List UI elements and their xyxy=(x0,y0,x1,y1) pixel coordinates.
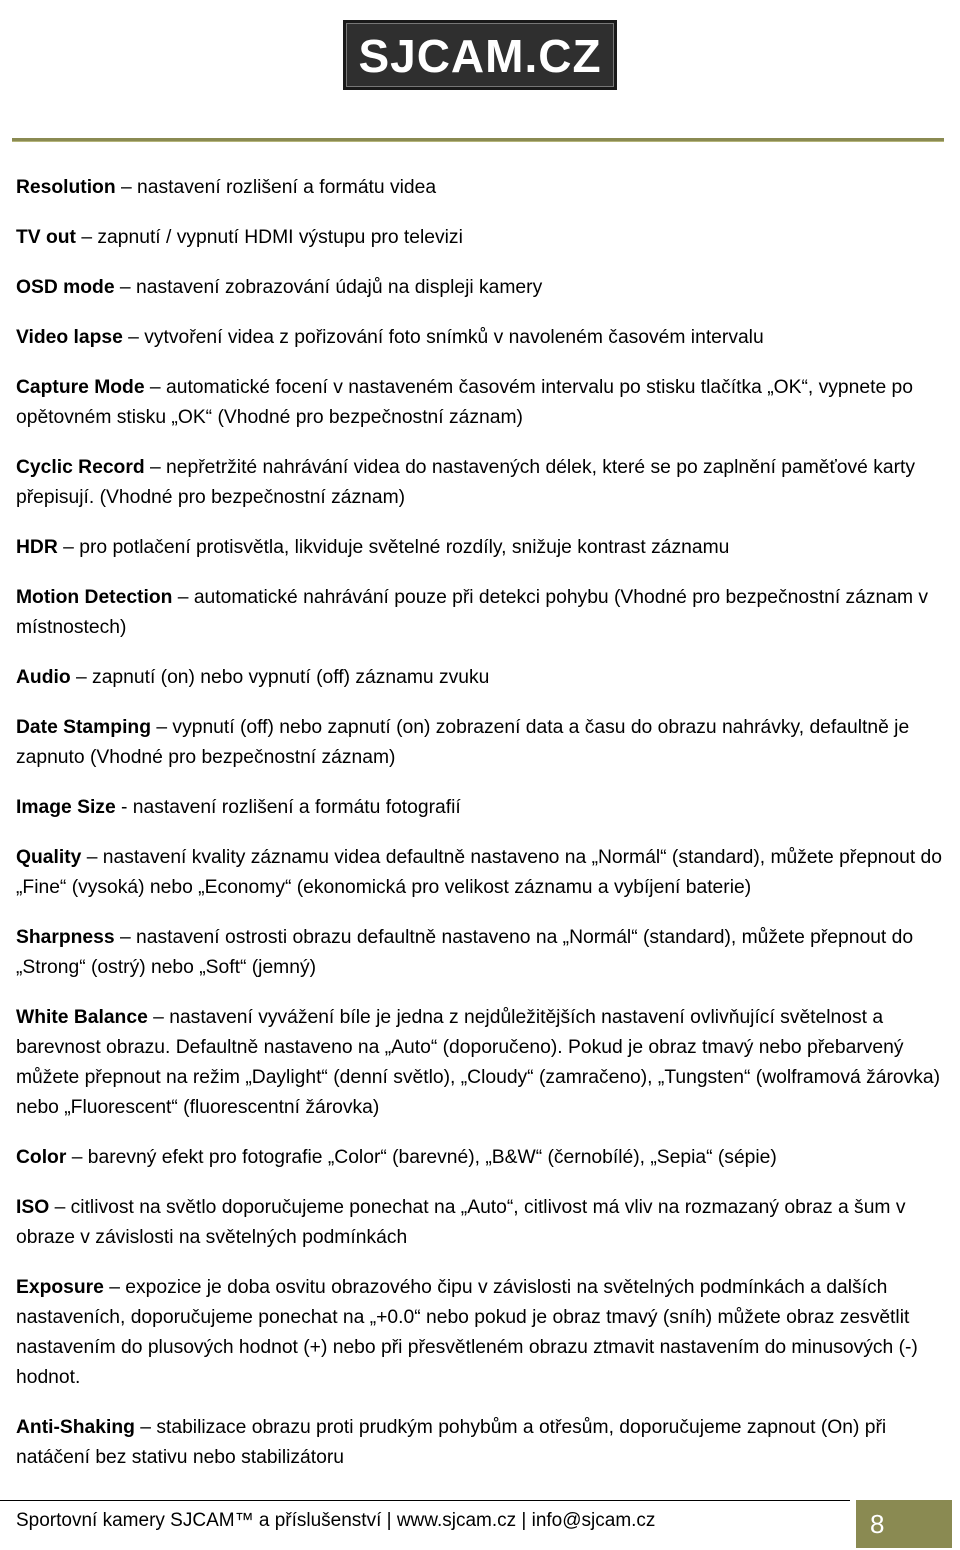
header-divider xyxy=(12,138,944,142)
entry-desc: - nastavení rozlišení a formátu fotografií xyxy=(115,797,461,818)
entry-desc: – pro potlačení protisvětla, likviduje světelné rozdíly, snižuje kontrast záznamu xyxy=(57,537,730,558)
entry-term: Anti-Shaking xyxy=(16,1417,135,1438)
settings-list xyxy=(16,173,946,1493)
entry-term: Capture Mode xyxy=(16,377,145,398)
entry-desc: – vypnutí (off) nebo zapnutí (on) zobrazení data a času do obrazu nahrávky, defaultně je zapnuto (Vhodné pro bezpečnostní záznam) xyxy=(16,717,910,768)
entry-color xyxy=(16,1143,946,1173)
entry-term: TV out xyxy=(16,227,76,248)
entry-desc: – nepřetržité nahrávání videa do nastavených délek, které se po zaplnění paměťové karty přepisují. (Vhodné pro bezpečnostní záznam) xyxy=(16,457,915,508)
entry-desc: – nastavení kvality záznamu videa defaultně nastaveno na „Normál“ (standard), můžete přepnout do „Fine“ (vysoká) nebo „Economy“ (ekonomická pro velikost záznamu a vybíjení baterie) xyxy=(16,847,943,898)
entry-term: Date Stamping xyxy=(16,717,151,738)
entry-term: Video lapse xyxy=(16,327,123,348)
entry-desc: – citlivost na světlo doporučujeme ponechat na „Auto“, citlivost má vliv na rozmazaný obraz a šum v obraze v závislosti na světelných podmínkách xyxy=(16,1197,906,1248)
entry-term: OSD mode xyxy=(16,277,115,298)
entry-term: Image Size xyxy=(16,797,116,818)
sjcam-logo: SJCAM.CZ xyxy=(343,20,616,90)
entry-term: HDR xyxy=(16,537,58,558)
entry-term: Color xyxy=(16,1147,67,1168)
entry-resolution xyxy=(16,173,946,203)
entry-sharpness xyxy=(16,923,946,983)
entry-quality xyxy=(16,843,946,903)
entry-exposure xyxy=(16,1273,946,1393)
entry-term: Sharpness xyxy=(16,927,115,948)
entry-audio xyxy=(16,663,946,693)
entry-term: ISO xyxy=(16,1197,50,1218)
entry-desc: – vytvoření videa z pořizování foto snímků v navoleném časovém intervalu xyxy=(122,327,764,348)
entry-desc: – nastavení ostrosti obrazu defaultně nastaveno na „Normál“ (standard), můžete přepnout do „Strong“ (ostrý) nebo „Soft“ (jemný) xyxy=(16,927,914,978)
footer-divider xyxy=(0,1500,850,1501)
entry-desc: – nastavení vyvážení bíle je jedna z nejdůležitějších nastavení ovlivňující světelnost a barevnost obrazu. Defaultně nastaveno na „Auto“ (doporučeno). Pokud je obraz tmavý nebo přebarvený můžete přepnout na režim „Daylight“ (denní světlo), „Cloudy“ (zamračeno), „Tungsten“ (wolframová žárovka) nebo „Fluorescent“ (fluorescentní žárovka) xyxy=(16,1007,941,1118)
entry-white-balance xyxy=(16,1003,946,1123)
entry-term: Exposure xyxy=(16,1277,104,1298)
header xyxy=(0,20,960,90)
entry-term: Motion Detection xyxy=(16,587,173,608)
entry-term: Cyclic Record xyxy=(16,457,145,478)
entry-term: Resolution xyxy=(16,177,116,198)
entry-anti-shaking xyxy=(16,1413,946,1473)
entry-term: Quality xyxy=(16,847,82,868)
entry-image-size xyxy=(16,793,946,823)
entry-desc: – zapnutí / vypnutí HDMI výstupu pro televizi xyxy=(75,227,463,248)
entry-tv-out xyxy=(16,223,946,253)
entry-desc: – barevný efekt pro fotografie „Color“ (barevné), „B&W“ (černobílé), „Sepia“ (sépie) xyxy=(66,1147,777,1168)
entry-desc: – stabilizace obrazu proti prudkým pohybům a otřesům, doporučujeme zapnout (On) při natáčení bez stativu nebo stabilizátoru xyxy=(16,1417,887,1468)
page-footer xyxy=(0,1500,960,1550)
entry-osd-mode xyxy=(16,273,946,303)
entry-desc: – nastavení zobrazování údajů na displeji kamery xyxy=(114,277,543,298)
entry-motion-detection xyxy=(16,583,946,643)
entry-desc: – automatické nahrávání pouze při detekci pohybu (Vhodné pro bezpečnostní záznam v místnostech) xyxy=(16,587,929,638)
entry-hdr xyxy=(16,533,946,563)
entry-iso xyxy=(16,1193,946,1253)
entry-desc: – nastavení rozlišení a formátu videa xyxy=(115,177,437,198)
entry-video-lapse xyxy=(16,323,946,353)
entry-desc: – expozice je doba osvitu obrazového čipu v závislosti na světelných podmínkách a dalších nastaveních, doporučujeme ponechat na „+0.0“ nebo pokud je obraz tmavý (sníh) můžete obraz zesvětlit nastavením do plusových hodnot (+) nebo při přesvětleném obrazu ztmavit nastavením do minusových (-) hodnot. xyxy=(16,1277,918,1388)
entry-capture-mode xyxy=(16,373,946,433)
entry-term: White Balance xyxy=(16,1007,148,1028)
entry-desc: – zapnutí (on) nebo vypnutí (off) záznamu zvuku xyxy=(70,667,490,688)
entry-date-stamping xyxy=(16,713,946,773)
footer-text: Sportovní kamery SJCAM™ a příslušenství | www.sjcam.cz | info@sjcam.cz xyxy=(16,1510,656,1531)
entry-term: Audio xyxy=(16,667,71,688)
page-number: 8 xyxy=(856,1500,952,1548)
entry-cyclic-record xyxy=(16,453,946,513)
entry-desc: – automatické focení v nastaveném časovém intervalu po stisku tlačítka „OK“, vypnete po opětovném stisku „OK“ (Vhodné pro bezpečnostní záznam) xyxy=(16,377,913,428)
